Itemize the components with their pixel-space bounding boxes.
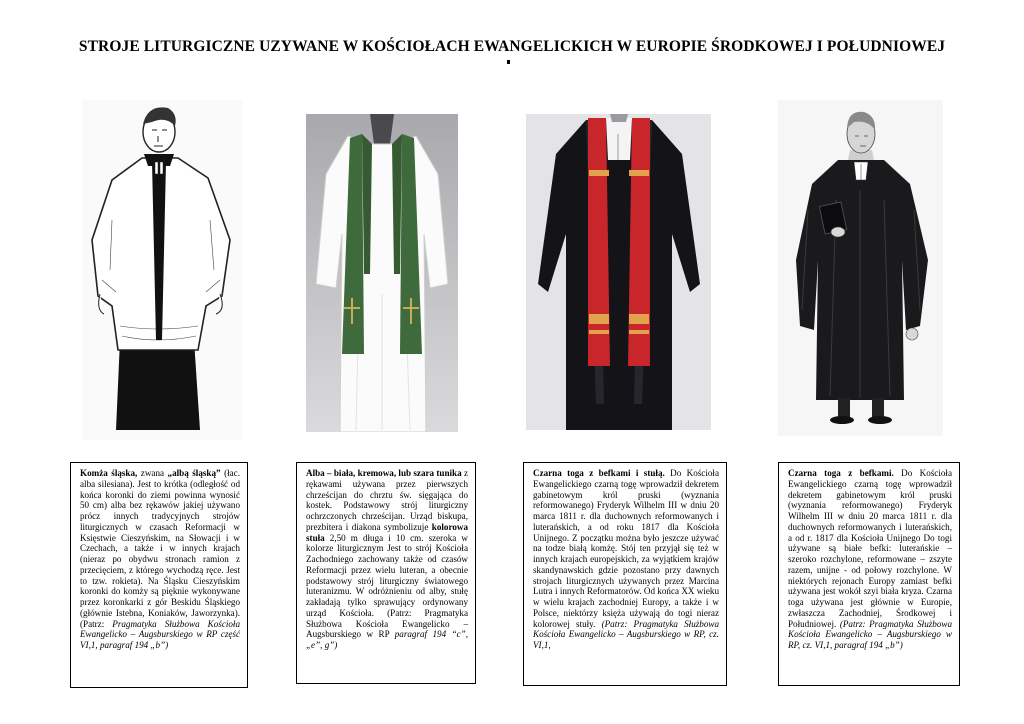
caption-source: Pragmatyka Służbowa Kościoła Ewangelicko – Augsburskiego w RP część VI,1, paragraf 194 „b”) — [80, 618, 240, 651]
caption-body: z rękawami używana przez pierwszych chrześcijan do chrztu św. sięgająca do kostek. Podstawowy strój liturgiczny ochrzczonych chrześcijan. Urząd biskupa, prezbitera i diakona symbolizuje — [306, 468, 468, 532]
komza-illustration — [82, 100, 242, 440]
caption-heading: Czarna toga z befkami i stułą. — [533, 468, 665, 478]
caption-body: (łac. alba silesiana). Jest to krótka (odległość od końca koronki do ziemi powinna wynosić 50 cm) alba bez rękawów jakiej używano prócz innych tradycyjnych strojów liturgicznych w czasach Reformacji w Księstwie Cieszyńskim, na Słowacji i w Czechach, a także i w innych krajach (nieraz po obydwu stronach ramion z przecięciem, z którego wychodzą ręce. Jest to tzw. rokieta). Na Śląsku Cieszyńskim koronki do komży są pięknie wykonywane przez koronkarki z gór Beskidu Śląskiego (głównie Istebna, Koniaków, Jaworzynka). — [80, 468, 240, 618]
page-title: STROJE LITURGICZNE UZYWANE W KOŚCIOŁACH EWANGELICKICH W EUROPIE ŚRODKOWEJ I POŁUDNIOWEJ — [78, 38, 946, 55]
toga-stula-figure — [526, 114, 711, 430]
caption-text — [788, 468, 952, 651]
caption-alba — [296, 462, 476, 684]
caption-quote: „albą śląską” — [167, 468, 221, 478]
caption-heading: Czarna toga z befkami. — [788, 468, 894, 478]
toga-befki-illustration — [778, 100, 943, 436]
caption-heading: Komża śląska, — [80, 468, 138, 478]
caption-body: Do Kościoła Ewangelickiego czarną togę wprowadził dekretem gabinetowym król pruski (wyznania reformowanego) Fryderyk Wilhelm III w dniu 20 marca 1811 r. dla duchownych reformowanych i luterańskich, a od roku 1817 dla Kościoła Unijnego. Z początku można było jeszcze używać na todze białą komżę. Stój ten przyjął się też w innych krajach europejskich, za wyjątkiem krajów skandynawskich gdzie pozostano przy dawnych strojach liturgicznych używanych przez Marcina Lutra i innych Reformatorów. Od końca XX wieku w wielu krajach zachodniej Europy, a także i w Polsce, niektórzy księża używają do togi nieraz kolorowej stuły. — [533, 468, 719, 629]
komza-figure — [82, 100, 242, 440]
toga-befki-figure — [778, 100, 943, 436]
toga-stula-illustration — [526, 114, 711, 430]
caption-text — [533, 468, 719, 651]
caption-source: (Patrz: Pragmatyka Służbowa Kościoła Ewangelicko – Augsburskiego w RP, cz. VI,1, paragraf 194 „b”) — [788, 618, 952, 651]
caption-toga-stula — [523, 462, 727, 686]
alba-figure — [306, 114, 458, 432]
title-underline-mark — [507, 60, 510, 64]
caption-source: paragraf 194 “c”, „e”, g”) — [306, 629, 468, 651]
caption-toga-befki — [778, 462, 960, 686]
caption-source-prefix: (Patrz: Pragmatyka Służbowa Kościoła Ewangelicko – Augsburskiego w RP — [306, 607, 468, 640]
bands-shape — [606, 118, 632, 160]
alba-illustration — [306, 114, 458, 432]
caption-heading: Alba – biała, kremowa, lub szara tunika — [306, 468, 462, 478]
caption-text — [306, 468, 468, 651]
caption-body-cont: 2,50 m długa i 10 cm. szeroka w kolorze liturgicznym Jest to strój Kościoła Zachodniego zachowany także od czasów Reformacji przez wielu luteran, a obecnie podstawowy strój liturgiczny światowego luteranizmu. W odróżnieniu od alby, stułę zakładają tylko sprawujący ordynowany urząd Kościoła. — [306, 532, 468, 618]
caption-body: Do Kościoła Ewangelickiego czarną togę wprowadził dekretem gabinetowym król pruski (wyznania reformowanego) Fryderyk Wilhelm III w dniu 20 marca 1811 r. dla duchownych reformowanych i luterańskich, a od r. 1817 dla Kościoła Unijnego Do togi używane są białe befki: luterańskie – szeroko rozchylone, reformowane – zszyte razem, unijne - od połowy rozchylone. W niektórych rejonach Europy zamiast befki używana jest wokół szyi biała kryza. Czarna toga używana jest głównie w Europie, zwłaszcza Zachodniej, Środkowej i Południowej. — [788, 468, 952, 629]
caption-source: (Patrz: Pragmatyka Służbowa Kościoła Ewangelicko – Augsburskiego w RP, cz. VI,1, — [533, 618, 720, 651]
caption-source-prefix: (Patrz: — [80, 618, 113, 629]
caption-heading-rest: zwana — [137, 468, 168, 478]
cassock-shape — [116, 340, 200, 430]
caption-body-bold: kolorowa stuła — [306, 521, 468, 543]
caption-text — [80, 468, 240, 651]
caption-komza — [70, 462, 248, 688]
